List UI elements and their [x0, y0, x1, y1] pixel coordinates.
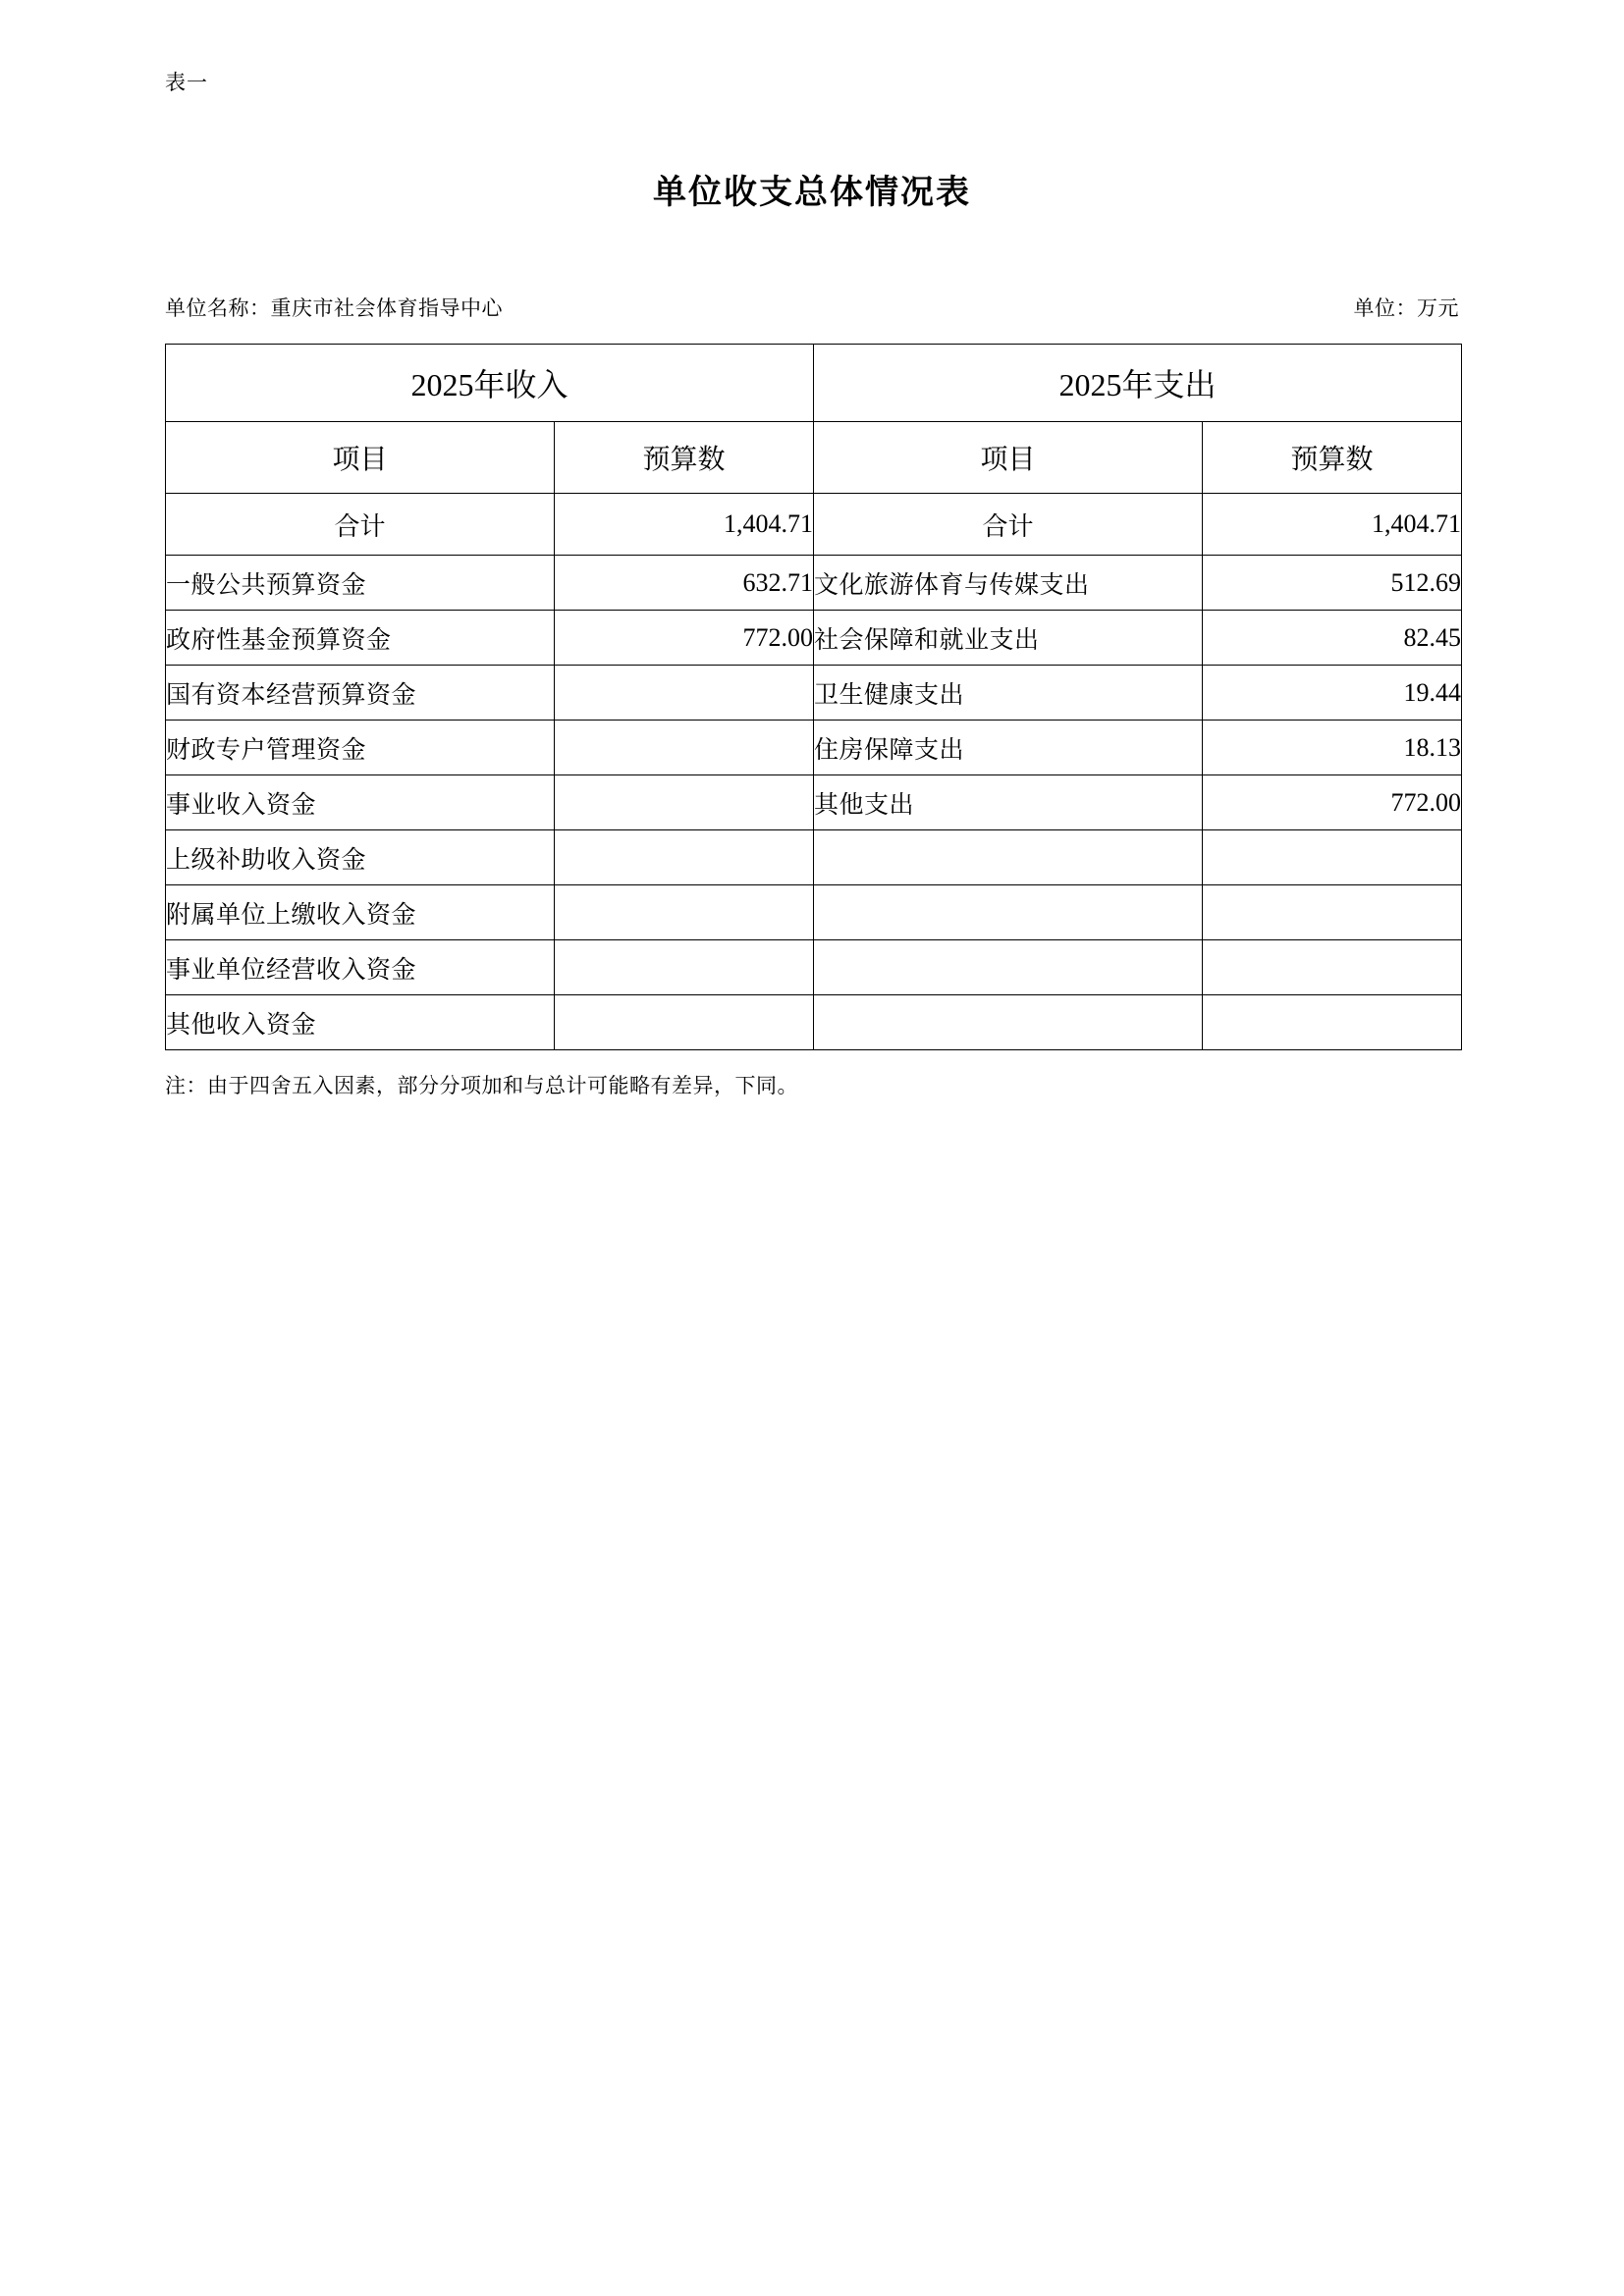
table-row: [166, 611, 1462, 666]
table-row: [166, 775, 1462, 830]
expense-value: 82.45: [1203, 611, 1462, 666]
page-title: 单位收支总体情况表: [653, 174, 971, 211]
budget-table: [165, 344, 1462, 1050]
income-item: 附属单位上缴收入资金: [166, 885, 555, 940]
expense-value: [1203, 830, 1462, 885]
unit-name-block: [165, 293, 503, 322]
income-item: 一般公共预算资金: [166, 556, 555, 611]
unit-measure-label: 单位：万元: [1353, 296, 1459, 320]
total-income-value: 1,404.71: [555, 494, 814, 556]
meta-row: [165, 293, 1459, 320]
table-row: [166, 885, 1462, 940]
income-value: [555, 885, 814, 940]
expense-item: 卫生健康支出: [814, 666, 1203, 721]
income-value: 632.71: [555, 556, 814, 611]
expense-value: [1203, 995, 1462, 1050]
group-header-income: 2025年收入: [166, 345, 814, 422]
income-value: [555, 940, 814, 995]
expense-value: [1203, 885, 1462, 940]
income-item: 事业单位经营收入资金: [166, 940, 555, 995]
column-header-income-budget: 预算数: [555, 422, 814, 494]
income-item: 其他收入资金: [166, 995, 555, 1050]
income-value: [555, 995, 814, 1050]
form-number-label: 表一: [165, 72, 208, 94]
table-row: [166, 995, 1462, 1050]
column-header-expense-item: 项目: [814, 422, 1203, 494]
income-item: 上级补助收入资金: [166, 830, 555, 885]
table-footnote: 注：由于四舍五入因素，部分分项加和与总计可能略有差异，下同。: [165, 1074, 798, 1097]
total-income-label: 合计: [166, 494, 555, 556]
income-item: 事业收入资金: [166, 775, 555, 830]
income-item: 政府性基金预算资金: [166, 611, 555, 666]
income-value: [555, 721, 814, 775]
income-value: [555, 830, 814, 885]
unit-name-value: 重庆市社会体育指导中心: [270, 296, 503, 320]
table-group-header-row: [166, 345, 1462, 422]
expense-value: 19.44: [1203, 666, 1462, 721]
income-item: 财政专户管理资金: [166, 721, 555, 775]
expense-item: [814, 885, 1203, 940]
income-item: 国有资本经营预算资金: [166, 666, 555, 721]
table-row: [166, 556, 1462, 611]
table-row-total: [166, 494, 1462, 556]
expense-item: 住房保障支出: [814, 721, 1203, 775]
unit-name-label: 单位名称：: [165, 296, 271, 320]
group-header-expense: 2025年支出: [814, 345, 1462, 422]
expense-value: 772.00: [1203, 775, 1462, 830]
income-value: [555, 775, 814, 830]
table-column-header-row: [166, 422, 1462, 494]
expense-item: [814, 995, 1203, 1050]
table-row: [166, 666, 1462, 721]
expense-item: 其他支出: [814, 775, 1203, 830]
table-row: [166, 940, 1462, 995]
column-header-expense-budget: 预算数: [1203, 422, 1462, 494]
total-expense-value: 1,404.71: [1203, 494, 1462, 556]
income-value: [555, 666, 814, 721]
table-row: [166, 830, 1462, 885]
income-value: 772.00: [555, 611, 814, 666]
column-header-income-item: 项目: [166, 422, 555, 494]
expense-item: 文化旅游体育与传媒支出: [814, 556, 1203, 611]
total-expense-label: 合计: [814, 494, 1203, 556]
expense-item: 社会保障和就业支出: [814, 611, 1203, 666]
expense-item: [814, 830, 1203, 885]
expense-value: 512.69: [1203, 556, 1462, 611]
expense-value: 18.13: [1203, 721, 1462, 775]
table-row: [166, 721, 1462, 775]
expense-item: [814, 940, 1203, 995]
expense-value: [1203, 940, 1462, 995]
